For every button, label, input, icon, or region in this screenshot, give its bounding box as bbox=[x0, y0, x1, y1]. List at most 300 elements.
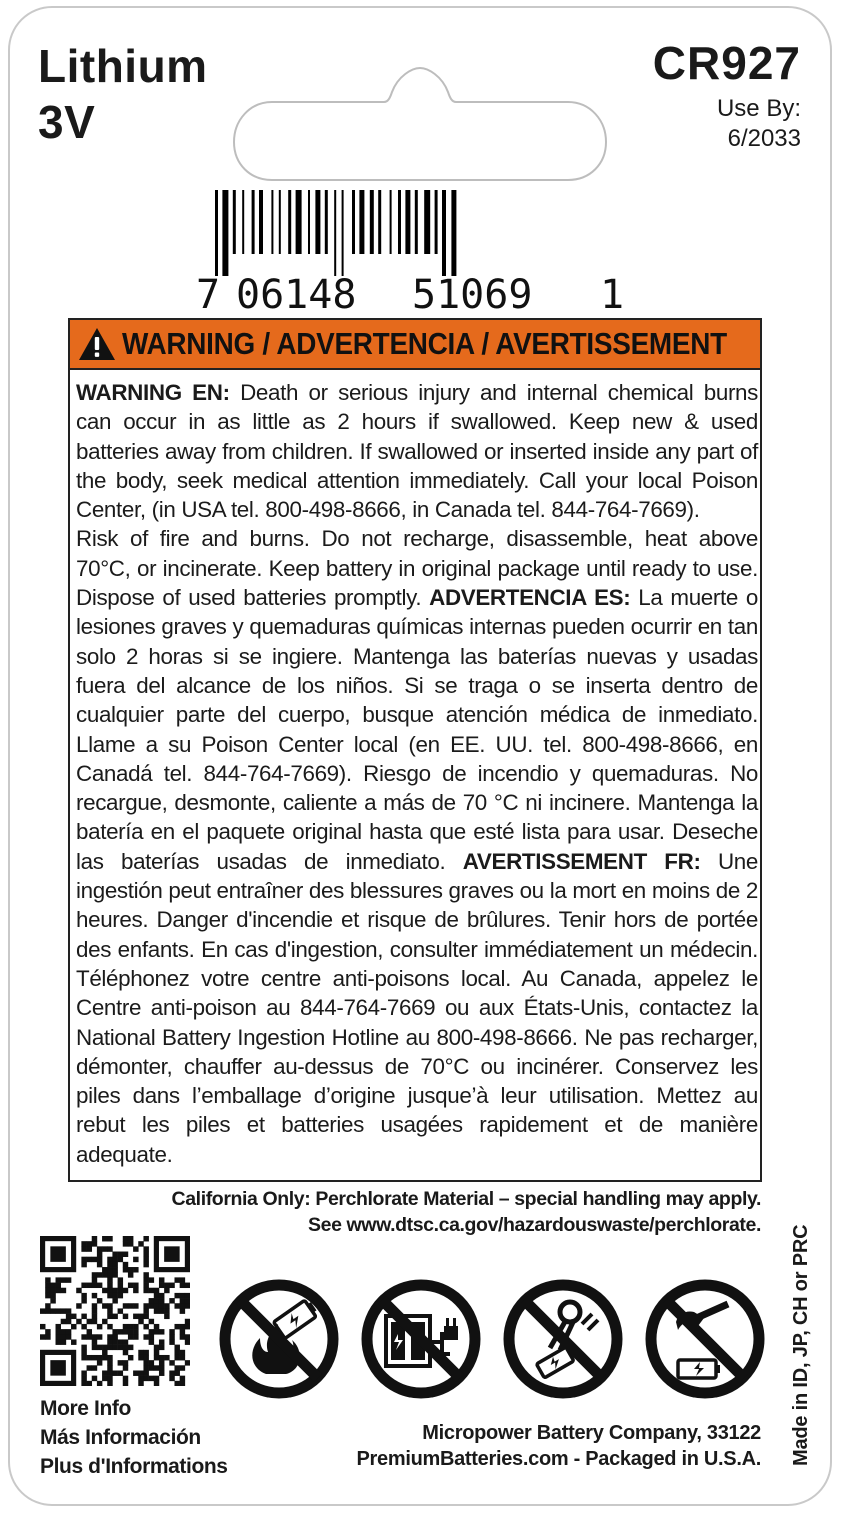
qr-module bbox=[154, 1288, 159, 1293]
qr-module bbox=[143, 1376, 148, 1381]
qr-module bbox=[180, 1283, 185, 1288]
barcode-digit-check: 1 bbox=[600, 272, 625, 318]
qr-module bbox=[123, 1360, 128, 1365]
qr-module bbox=[123, 1345, 128, 1350]
warning-es-text: La muerte o lesiones graves y quemaduras químicas internas pueden ocurrir en tan solo 2 horas si se ingiere. Mantenga las baterías nuevas y usadas fuera del alcance de los niños. Si se traga o se inserta dentro de cualquier parte del cuerpo, busque atención médica de inmediato. Llame a su Poison Center local (en EE. UU. tel. 800-498-8666, en Canadá tel. 844-764-7669). Riesgo de incendio y quemaduras. No recargue, desmonte, caliente a más de 70 °C ni incinere. Mantenga la batería en el paquete original hasta que esté lista para usar. Deseche las baterías usadas de inmediato. bbox=[76, 585, 758, 874]
qr-module bbox=[174, 1303, 179, 1308]
qr-module bbox=[169, 1329, 174, 1334]
qr-module bbox=[66, 1329, 71, 1334]
qr-module bbox=[185, 1283, 190, 1288]
qr-module bbox=[97, 1334, 102, 1339]
qr-module bbox=[97, 1283, 102, 1288]
qr-module bbox=[81, 1241, 86, 1246]
qr-module bbox=[133, 1370, 138, 1375]
qr-module bbox=[159, 1345, 164, 1350]
qr-module bbox=[107, 1334, 112, 1339]
qr-module bbox=[112, 1267, 117, 1272]
qr-module bbox=[107, 1267, 112, 1272]
qr-module bbox=[45, 1277, 50, 1282]
qr-module bbox=[143, 1303, 148, 1308]
qr-module bbox=[149, 1303, 154, 1308]
qr-module bbox=[102, 1246, 107, 1251]
qr-module bbox=[107, 1272, 112, 1277]
qr-module bbox=[123, 1288, 128, 1293]
qr-module bbox=[143, 1308, 148, 1313]
qr-module bbox=[118, 1345, 123, 1350]
barcode-bar bbox=[308, 190, 310, 254]
qr-module bbox=[118, 1360, 123, 1365]
qr-module bbox=[128, 1334, 133, 1339]
safety-icons bbox=[216, 1276, 776, 1406]
barcode-bar bbox=[442, 190, 446, 276]
qr-module bbox=[102, 1272, 107, 1277]
qr-module bbox=[56, 1329, 61, 1334]
qr-module bbox=[159, 1360, 164, 1365]
qr-module bbox=[169, 1283, 174, 1288]
qr-module bbox=[97, 1252, 102, 1257]
barcode-bar bbox=[252, 190, 255, 254]
qr-module bbox=[112, 1370, 117, 1375]
qr-module bbox=[81, 1246, 86, 1251]
qr-module bbox=[107, 1288, 112, 1293]
qr-module bbox=[107, 1365, 112, 1370]
qr-module bbox=[180, 1350, 185, 1355]
qr-module bbox=[102, 1236, 107, 1241]
qr-module bbox=[133, 1324, 138, 1329]
qr-module bbox=[107, 1370, 112, 1375]
qr-module bbox=[102, 1267, 107, 1272]
barcode-bar bbox=[398, 190, 401, 254]
qr-module bbox=[66, 1334, 71, 1339]
qr-module bbox=[154, 1298, 159, 1303]
qr-module bbox=[128, 1236, 133, 1241]
qr-module bbox=[133, 1267, 138, 1272]
no-crush-icon bbox=[642, 1276, 768, 1402]
qr-module bbox=[123, 1267, 128, 1272]
qr-module bbox=[143, 1288, 148, 1293]
qr-module bbox=[112, 1288, 117, 1293]
qr-module bbox=[164, 1283, 169, 1288]
qr-module bbox=[123, 1324, 128, 1329]
warning-body bbox=[76, 378, 758, 1169]
qr-module bbox=[107, 1324, 112, 1329]
qr-module bbox=[143, 1334, 148, 1339]
qr-module bbox=[123, 1350, 128, 1355]
qr-module bbox=[123, 1329, 128, 1334]
qr-module bbox=[169, 1334, 174, 1339]
qr-module bbox=[143, 1365, 148, 1370]
barcode-bar bbox=[415, 190, 418, 254]
qr-module bbox=[180, 1298, 185, 1303]
qr-module bbox=[56, 1308, 61, 1313]
qr-module bbox=[61, 1339, 66, 1344]
qr-module bbox=[107, 1277, 112, 1282]
qr-module bbox=[112, 1252, 117, 1257]
qr-module bbox=[97, 1381, 102, 1386]
qr-module bbox=[97, 1355, 102, 1360]
qr-module bbox=[185, 1360, 190, 1365]
qr-module bbox=[123, 1303, 128, 1308]
qr-module bbox=[123, 1241, 128, 1246]
qr-module bbox=[45, 1288, 50, 1293]
qr-module bbox=[138, 1370, 143, 1375]
qr-module bbox=[81, 1350, 86, 1355]
qr-module bbox=[92, 1257, 97, 1262]
qr-module bbox=[143, 1283, 148, 1288]
qr-module bbox=[107, 1308, 112, 1313]
qr-module bbox=[102, 1350, 107, 1355]
qr-module bbox=[159, 1277, 164, 1282]
qr-module bbox=[138, 1355, 143, 1360]
qr-finder-inner bbox=[164, 1246, 180, 1262]
qr-module bbox=[185, 1293, 190, 1298]
qr-module bbox=[107, 1381, 112, 1386]
qr-module bbox=[56, 1288, 61, 1293]
qr-module bbox=[149, 1376, 154, 1381]
qr-module bbox=[185, 1339, 190, 1344]
qr-module bbox=[66, 1277, 71, 1282]
qr-module bbox=[159, 1298, 164, 1303]
qr-module bbox=[81, 1283, 86, 1288]
qr-module bbox=[174, 1355, 179, 1360]
qr-module bbox=[143, 1257, 148, 1262]
qr-module bbox=[81, 1314, 86, 1319]
qr-module bbox=[92, 1293, 97, 1298]
qr-module bbox=[118, 1252, 123, 1257]
qr-module bbox=[123, 1376, 128, 1381]
qr-module bbox=[159, 1308, 164, 1313]
qr-module bbox=[174, 1350, 179, 1355]
qr-module bbox=[102, 1355, 107, 1360]
no-fire-icon bbox=[216, 1276, 342, 1402]
qr-module bbox=[185, 1298, 190, 1303]
qr-module bbox=[112, 1339, 117, 1344]
qr-module bbox=[112, 1345, 117, 1350]
qr-module bbox=[154, 1308, 159, 1313]
qr-module bbox=[180, 1277, 185, 1282]
qr-module bbox=[81, 1345, 86, 1350]
qr-module bbox=[133, 1288, 138, 1293]
barcode-bar bbox=[315, 190, 320, 254]
qr-module bbox=[56, 1324, 61, 1329]
qr-module bbox=[180, 1381, 185, 1386]
qr-module bbox=[180, 1324, 185, 1329]
barcode-bar bbox=[279, 190, 281, 254]
qr-module bbox=[112, 1272, 117, 1277]
qr-module bbox=[81, 1298, 86, 1303]
use-by-label: Use By: bbox=[716, 95, 801, 122]
qr-module bbox=[71, 1339, 76, 1344]
qr-module bbox=[112, 1293, 117, 1298]
qr-module bbox=[180, 1376, 185, 1381]
warning-box bbox=[68, 318, 762, 1182]
qr-module bbox=[102, 1345, 107, 1350]
qr-module bbox=[107, 1257, 112, 1262]
qr-module bbox=[81, 1262, 86, 1267]
company-line-1: Micropower Battery Company, 33122 bbox=[422, 1422, 761, 1444]
qr-module bbox=[45, 1293, 50, 1298]
qr-module bbox=[81, 1293, 86, 1298]
qr-module bbox=[143, 1252, 148, 1257]
qr-module bbox=[45, 1303, 50, 1308]
qr-module bbox=[76, 1319, 81, 1324]
qr-module bbox=[128, 1267, 133, 1272]
qr-module bbox=[180, 1303, 185, 1308]
qr-module bbox=[118, 1283, 123, 1288]
qr-module bbox=[107, 1246, 112, 1251]
qr-module bbox=[92, 1314, 97, 1319]
qr-module bbox=[92, 1272, 97, 1277]
qr-module bbox=[143, 1272, 148, 1277]
qr-module bbox=[138, 1376, 143, 1381]
qr-module bbox=[107, 1293, 112, 1298]
qr-module bbox=[76, 1303, 81, 1308]
qr-module bbox=[123, 1236, 128, 1241]
qr-module bbox=[138, 1319, 143, 1324]
qr-module bbox=[92, 1236, 97, 1241]
qr-module bbox=[107, 1376, 112, 1381]
qr-module bbox=[159, 1339, 164, 1344]
qr-module bbox=[143, 1314, 148, 1319]
qr-module bbox=[174, 1277, 179, 1282]
barcode-bar bbox=[378, 190, 381, 254]
qr-module bbox=[174, 1345, 179, 1350]
qr-module bbox=[92, 1319, 97, 1324]
qr-module bbox=[87, 1283, 92, 1288]
barcode bbox=[215, 190, 605, 276]
qr-module bbox=[174, 1324, 179, 1329]
qr-module bbox=[174, 1365, 179, 1370]
qr-module bbox=[143, 1350, 148, 1355]
qr-module bbox=[50, 1308, 55, 1313]
qr-module bbox=[164, 1314, 169, 1319]
qr-module bbox=[45, 1334, 50, 1339]
more-info bbox=[40, 1394, 228, 1481]
barcode-bar bbox=[342, 190, 344, 276]
qr-module bbox=[180, 1329, 185, 1334]
qr-module bbox=[118, 1339, 123, 1344]
qr-module bbox=[97, 1298, 102, 1303]
qr-module bbox=[50, 1293, 55, 1298]
qr-module bbox=[92, 1277, 97, 1282]
qr-module bbox=[123, 1262, 128, 1267]
qr-module bbox=[61, 1308, 66, 1313]
qr-module bbox=[102, 1376, 107, 1381]
no-charge-icon bbox=[358, 1276, 484, 1402]
qr-module bbox=[87, 1319, 92, 1324]
qr-module bbox=[97, 1272, 102, 1277]
qr-module bbox=[97, 1262, 102, 1267]
qr-module bbox=[87, 1329, 92, 1334]
qr-module bbox=[128, 1303, 133, 1308]
barcode-bar bbox=[259, 190, 263, 254]
qr-module bbox=[40, 1324, 45, 1329]
company-info bbox=[356, 1420, 761, 1472]
qr-module bbox=[102, 1370, 107, 1375]
qr-module bbox=[92, 1365, 97, 1370]
qr-module bbox=[128, 1329, 133, 1334]
qr-module bbox=[128, 1355, 133, 1360]
qr-module bbox=[185, 1303, 190, 1308]
warning-multilang-paragraph bbox=[76, 524, 758, 1169]
qr-module bbox=[143, 1355, 148, 1360]
qr-module bbox=[56, 1277, 61, 1282]
qr-module bbox=[107, 1236, 112, 1241]
qr-module bbox=[112, 1314, 117, 1319]
qr-module bbox=[143, 1370, 148, 1375]
qr-module bbox=[154, 1324, 159, 1329]
qr-module bbox=[143, 1360, 148, 1365]
hang-hole bbox=[232, 64, 608, 182]
qr-module bbox=[164, 1355, 169, 1360]
qr-module bbox=[81, 1257, 86, 1262]
qr-module bbox=[81, 1381, 86, 1386]
qr-module bbox=[87, 1355, 92, 1360]
barcode-digits-left: 06148 bbox=[236, 272, 357, 318]
qr-module bbox=[102, 1303, 107, 1308]
qr-module bbox=[50, 1288, 55, 1293]
use-by-date: 6/2033 bbox=[727, 125, 801, 152]
qr-module bbox=[107, 1303, 112, 1308]
barcode-bar bbox=[242, 190, 244, 254]
qr-finder-inner bbox=[50, 1360, 66, 1376]
california-line-1: California Only: Perchlorate Material – special handling may apply. bbox=[171, 1188, 761, 1210]
barcode-bar bbox=[215, 190, 218, 276]
warning-en-text-2: Risk of fire and burns. Do not recharge, disassemble, heat above 70°C, or incinerate. Keep battery in original package until ready to use. Dispose of used batteries promptly. bbox=[76, 526, 758, 611]
qr-module bbox=[92, 1345, 97, 1350]
qr-module bbox=[159, 1303, 164, 1308]
qr-module bbox=[169, 1339, 174, 1344]
barcode-bar bbox=[451, 190, 456, 276]
qr-module bbox=[133, 1314, 138, 1319]
barcode-digit-system: 7 bbox=[196, 272, 221, 318]
qr-module bbox=[92, 1303, 97, 1308]
qr-module bbox=[107, 1283, 112, 1288]
qr-module bbox=[92, 1308, 97, 1313]
qr-module bbox=[66, 1319, 71, 1324]
qr-module bbox=[159, 1365, 164, 1370]
qr-module bbox=[112, 1257, 117, 1262]
qr-module bbox=[92, 1283, 97, 1288]
barcode-bar bbox=[233, 190, 236, 254]
qr-module bbox=[164, 1308, 169, 1313]
warning-es-label: ADVERTENCIA ES: bbox=[429, 585, 631, 611]
qr-module bbox=[50, 1298, 55, 1303]
barcode-bar bbox=[435, 190, 438, 254]
qr-module bbox=[97, 1360, 102, 1365]
qr-module bbox=[92, 1334, 97, 1339]
qr-module bbox=[97, 1257, 102, 1262]
chemistry-label: Lithium bbox=[38, 40, 208, 92]
qr-module bbox=[87, 1246, 92, 1251]
qr-module bbox=[107, 1262, 112, 1267]
qr-module bbox=[154, 1345, 159, 1350]
barcode-bar bbox=[424, 190, 430, 254]
qr-module bbox=[180, 1365, 185, 1370]
barcode-bar bbox=[334, 190, 336, 276]
qr-module bbox=[118, 1277, 123, 1282]
qr-module bbox=[118, 1293, 123, 1298]
qr-module bbox=[185, 1319, 190, 1324]
qr-module bbox=[71, 1314, 76, 1319]
qr-module bbox=[149, 1277, 154, 1282]
qr-module bbox=[66, 1314, 71, 1319]
qr-module bbox=[81, 1370, 86, 1375]
barcode-bar bbox=[390, 190, 392, 254]
qr-module bbox=[123, 1365, 128, 1370]
warning-fr-label: AVERTISSEMENT FR: bbox=[462, 848, 701, 874]
qr-module bbox=[149, 1339, 154, 1344]
qr-module bbox=[154, 1329, 159, 1334]
qr-module bbox=[180, 1293, 185, 1298]
qr-module bbox=[87, 1334, 92, 1339]
chemistry-voltage bbox=[38, 38, 208, 150]
qr-module bbox=[107, 1345, 112, 1350]
qr-module bbox=[40, 1334, 45, 1339]
qr-module bbox=[133, 1303, 138, 1308]
qr-module bbox=[61, 1319, 66, 1324]
qr-module bbox=[138, 1381, 143, 1386]
qr-module bbox=[87, 1257, 92, 1262]
qr-module bbox=[185, 1334, 190, 1339]
qr-module bbox=[133, 1329, 138, 1334]
qr-module bbox=[118, 1308, 123, 1313]
qr-module bbox=[92, 1339, 97, 1344]
qr-module bbox=[143, 1277, 148, 1282]
qr-module bbox=[118, 1329, 123, 1334]
qr-module bbox=[133, 1246, 138, 1251]
qr-module bbox=[112, 1329, 117, 1334]
qr-code[interactable] bbox=[40, 1236, 190, 1386]
qr-module bbox=[133, 1283, 138, 1288]
qr-module bbox=[45, 1283, 50, 1288]
qr-module bbox=[154, 1293, 159, 1298]
qr-module bbox=[159, 1329, 164, 1334]
qr-module bbox=[66, 1308, 71, 1313]
qr-module bbox=[149, 1334, 154, 1339]
qr-module bbox=[112, 1334, 117, 1339]
qr-module bbox=[154, 1365, 159, 1370]
qr-module bbox=[45, 1308, 50, 1313]
qr-module bbox=[138, 1241, 143, 1246]
qr-module bbox=[133, 1257, 138, 1262]
qr-module bbox=[154, 1355, 159, 1360]
qr-module bbox=[128, 1241, 133, 1246]
qr-module bbox=[97, 1324, 102, 1329]
qr-module bbox=[154, 1303, 159, 1308]
qr-module bbox=[128, 1272, 133, 1277]
qr-module bbox=[185, 1324, 190, 1329]
qr-module bbox=[128, 1345, 133, 1350]
qr-module bbox=[143, 1262, 148, 1267]
qr-module bbox=[81, 1324, 86, 1329]
qr-module bbox=[76, 1288, 81, 1293]
warning-triangle-icon bbox=[78, 326, 116, 362]
qr-module bbox=[143, 1324, 148, 1329]
qr-module bbox=[133, 1334, 138, 1339]
barcode-bar bbox=[296, 190, 302, 254]
qr-module bbox=[71, 1324, 76, 1329]
qr-module bbox=[128, 1283, 133, 1288]
qr-module bbox=[92, 1241, 97, 1246]
qr-module bbox=[164, 1303, 169, 1308]
qr-module bbox=[159, 1293, 164, 1298]
qr-module bbox=[61, 1329, 66, 1334]
qr-module bbox=[56, 1334, 61, 1339]
qr-module bbox=[169, 1360, 174, 1365]
warning-en-paragraph bbox=[76, 378, 758, 524]
qr-module bbox=[164, 1288, 169, 1293]
